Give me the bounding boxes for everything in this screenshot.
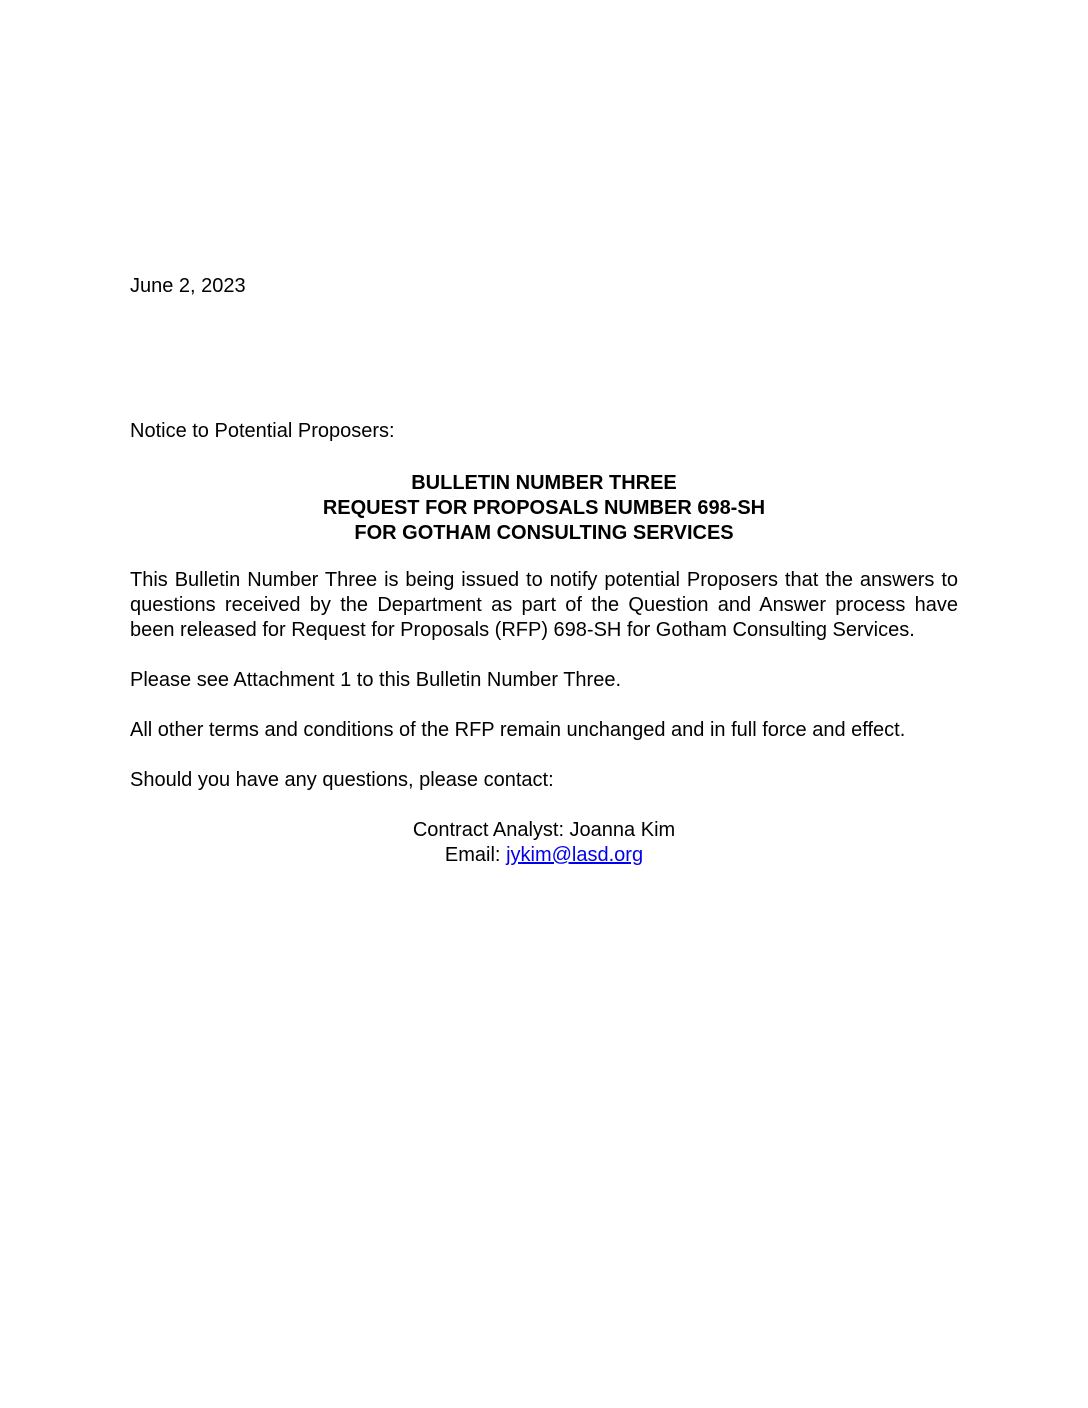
heading-line-services: FOR GOTHAM CONSULTING SERVICES xyxy=(354,522,734,544)
contact-analyst-line: Contract Analyst: Joanna Kim xyxy=(412,819,676,841)
heading-line-rfp-number: REQUEST FOR PROPOSALS NUMBER 698-SH xyxy=(322,497,766,519)
bulletin-heading xyxy=(130,471,958,546)
date-line: June 2, 2023 xyxy=(130,275,246,297)
salutation-line: Notice to Potential Proposers: xyxy=(130,420,395,442)
paragraph-questions-contact: Should you have any questions, please contact: xyxy=(130,769,554,791)
email-link[interactable]: jykim@lasd.org xyxy=(506,844,644,866)
email-label: Email: xyxy=(444,844,501,866)
heading-line-bulletin-number: BULLETIN NUMBER THREE xyxy=(411,472,677,494)
paragraph-terms-unchanged: All other terms and conditions of the RFP remain unchanged and in full force and effect. xyxy=(130,719,906,741)
paragraph-bulletin-intro: This Bulletin Number Three is being issued to notify potential Proposers that the answers to questions received by the Department as part of the Question and Answer process have been released for Request for Proposals (RFP) 698-SH for Gotham Consulting Services. xyxy=(130,569,958,641)
contact-email-line xyxy=(130,843,958,868)
contact-block xyxy=(130,818,958,868)
paragraph-attachment: Please see Attachment 1 to this Bulletin Number Three. xyxy=(130,669,622,691)
